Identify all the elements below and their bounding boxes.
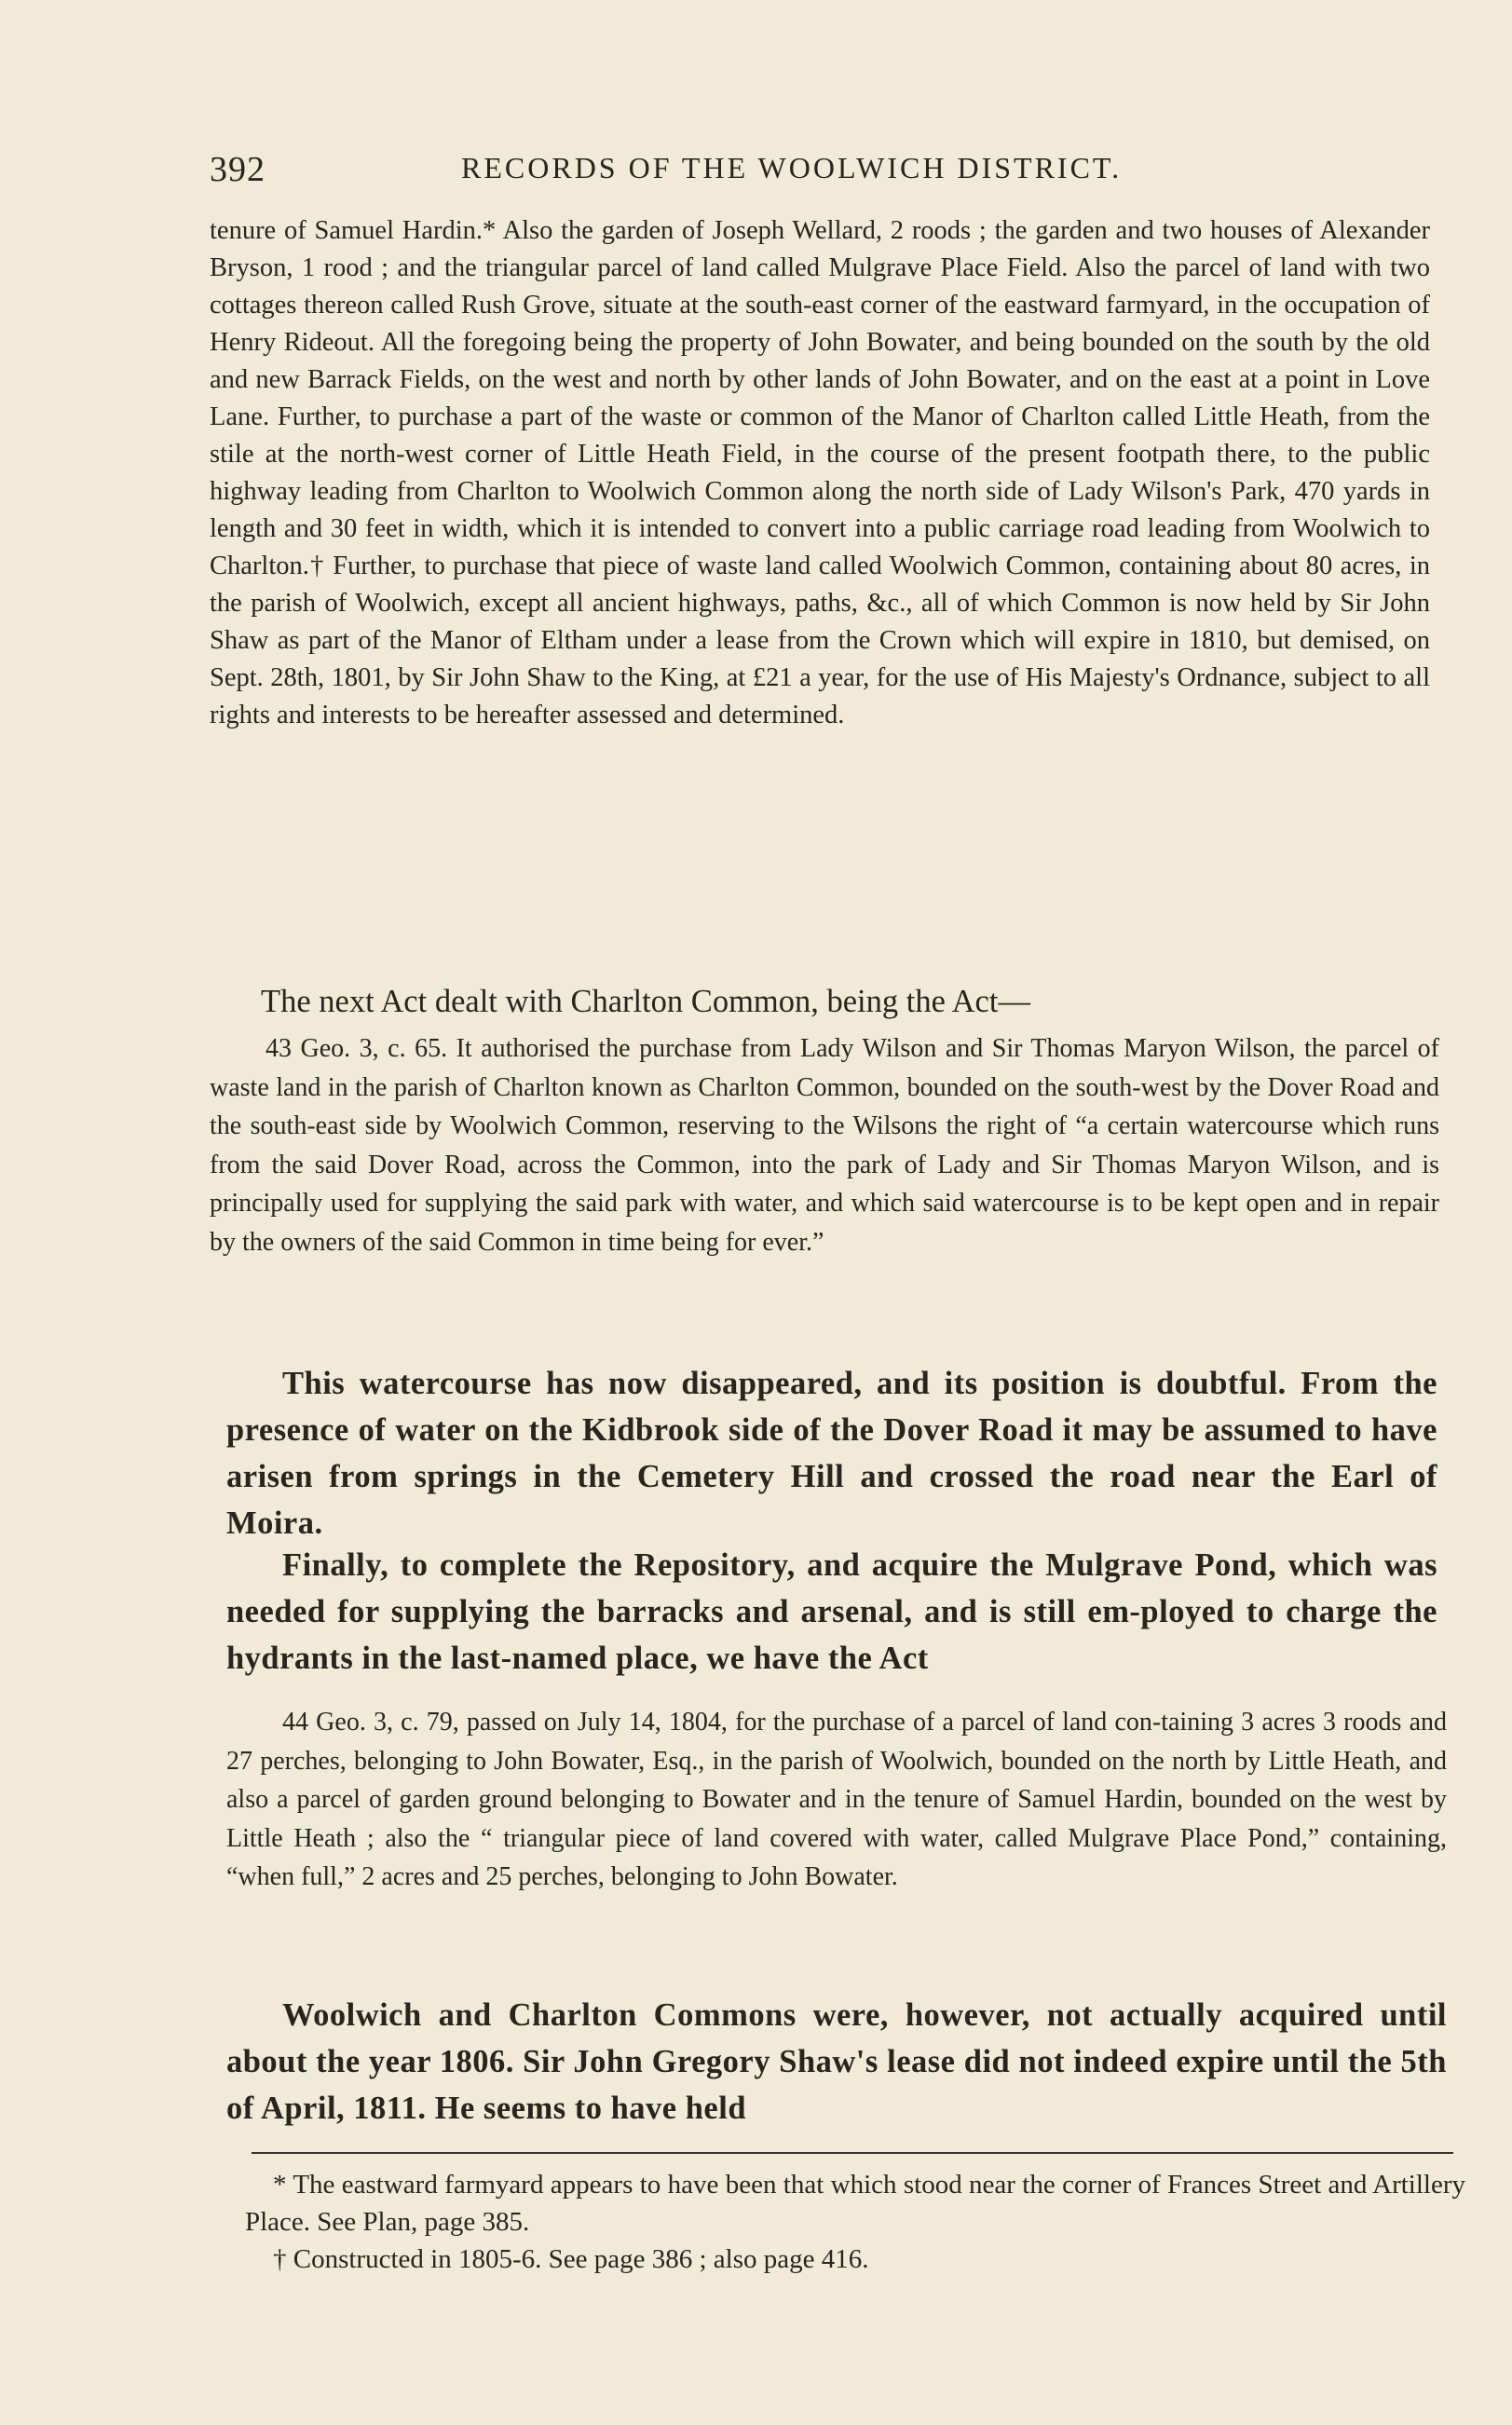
paragraph-next-act: The next Act dealt with Charlton Common, being the Act— — [261, 984, 1030, 1019]
paragraph-bowater-lands: tenure of Samuel Hardin.* Also the garden of Joseph Wellard, 2 roods ; the garden and two houses of Alexander Bryson, 1 rood ; and the triangular parcel of land called Mulgrave Place Field. Also the parcel of land with two cottages thereon called Rush Grove, situate at the south-east corner of the eastward farmyard, in the occupation of Henry Rideout. All the foregoing being the property of John Bowater, and being bounded on the south by the old and new Barrack Fields, on the west and north by other lands of John Bowater, and on the east at a point in Love Lane. Further, to purchase a part of the waste or common of the Manor of Charlton called Little Heath, from the stile at the north-west corner of Little Heath Field, in the course of the present footpath there, to the public highway leading from Charlton to Woolwich Common along the north side of Lady Wilson's Park, 470 yards in length and 30 feet in width, which it is intended to convert into a public carriage road leading from Woolwich to Charlton.† Further, to purchase that piece of waste land called Woolwich Common, containing about 80 acres, in the parish of Woolwich, except all ancient highways, paths, &c., all of which Common is now held by Sir John Shaw as part of the Manor of Eltham under a lease from the Crown which will expire in 1810, but demised, on Sept. 28th, 1801, by Sir John Shaw to the King, at £21 a year, for the use of His Majesty's Ordnance, subject to all rights and interests to be hereafter assessed and determined. — [210, 216, 1430, 729]
footnotes — [245, 2166, 1465, 2278]
footnote-road: † Constructed in 1805-6. See page 386 ; also page 416. — [273, 2244, 869, 2274]
act-44-geo-3: 44 Geo. 3, c. 79, passed on July 14, 1804, for the purchase of a parcel of land con-taining 3 acres 3 roods and 27 perches, belonging to John Bowater, Esq., in the parish of Woolwich, bounded on the north by Little Heath, and also a parcel of garden ground belonging to Bowater and in the tenure of Samuel Hardin, bounded on the west by Little Heath ; also the “ triangular piece of land covered with water, called Mulgrave Place Pond,” containing, “when full,” 2 acres and 25 perches, belonging to John Bowater. — [226, 1708, 1447, 1891]
page-header — [210, 140, 1453, 196]
running-title: RECORDS OF THE WOOLWICH DISTRICT. — [461, 151, 1123, 184]
page-number: 392 — [210, 150, 266, 189]
footnote-farmyard: * The eastward farmyard appears to have been that which stood near the corner of Frances Street and Artillery Place. See Plan, page 385. — [245, 2170, 1465, 2237]
paragraph-repository: Finally, to complete the Repository, and acquire the Mulgrave Pond, which was needed for supplying the barracks and arsenal, and is still em-ployed to charge the hydrants in the last-named place, we have the Act — [226, 1547, 1437, 1676]
paragraph-commons-acquired: Woolwich and Charlton Commons were, however, not actually acquired until about the year 1806. Sir John Gregory Shaw's lease did not indeed expire until the 5th of April, 1811. He seems to have held — [226, 1997, 1447, 2126]
paragraph-watercourse: This watercourse has now disappeared, and its position is doubtful. From the presence of water on the Kidbrook side of the Dover Road it may be assumed to have arisen from springs in the Cemetery Hill and crossed the road near the Earl of Moira. — [226, 1366, 1437, 1541]
act-43-geo-3: 43 Geo. 3, c. 65. It authorised the purchase from Lady Wilson and Sir Thomas Maryon Wilson, the parcel of waste land in the parish of Charlton known as Charlton Common, bounded on the south-west by the Dover Road and the south-east side by Woolwich Common, reserving to the Wilsons the right of “a certain watercourse which runs from the said Dover Road, across the Common, into the park of Lady and Sir Thomas Maryon Wilson, and is principally used for supplying the said park with water, and which said watercourse is to be kept open and in repair by the owners of the said Common in time being for ever.” — [210, 1034, 1439, 1257]
footnote-divider — [252, 2152, 1453, 2154]
